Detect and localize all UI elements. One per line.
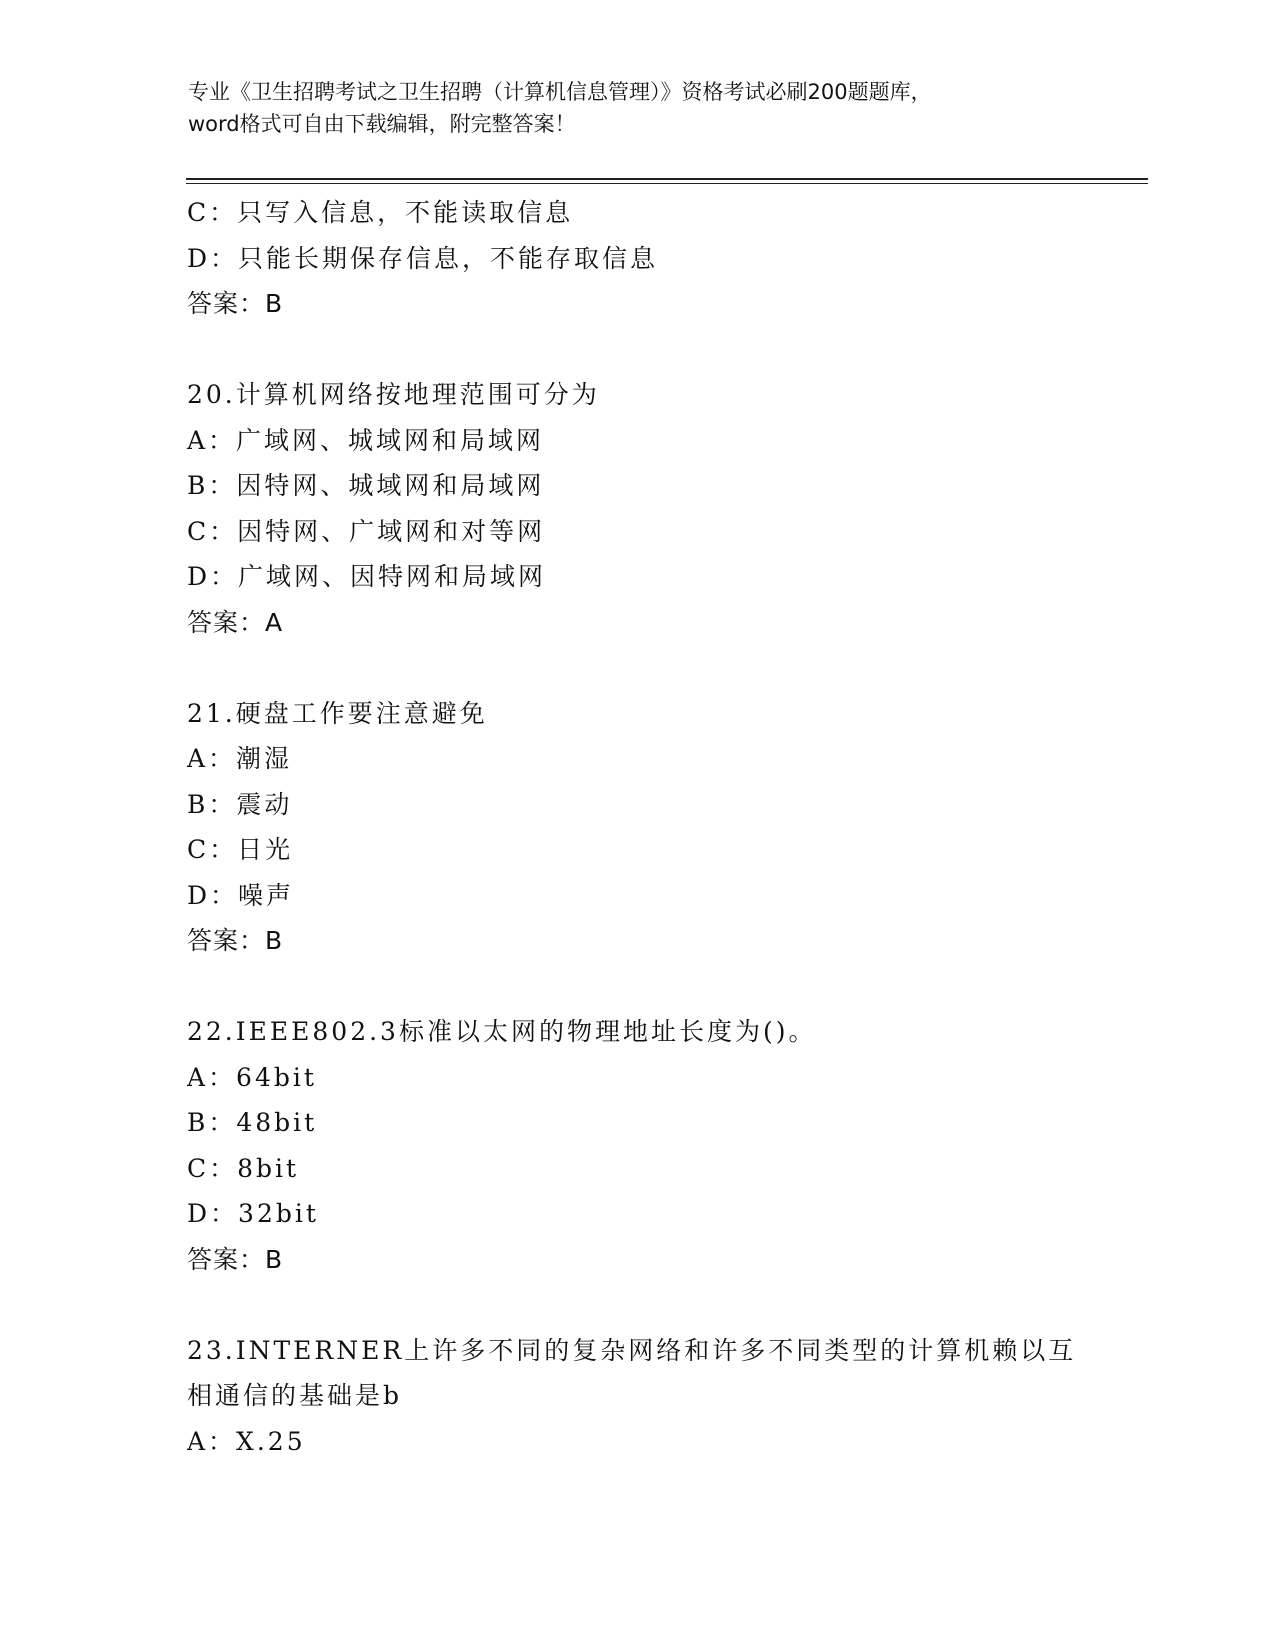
option-b: B：48bit: [187, 1108, 318, 1137]
option-a: A：广域网、城域网和局域网: [187, 425, 545, 455]
question-text: 21.硬盘工作要注意避免: [187, 698, 488, 728]
header-divider-thick: [186, 178, 1148, 180]
option-d: D：噪声: [187, 880, 295, 910]
answer-line: 答案：B: [187, 926, 284, 955]
option-d: D：只能长期保存信息，不能存取信息: [187, 243, 659, 273]
option-a: A：X.25: [187, 1426, 306, 1456]
option-c: C：日光: [187, 835, 294, 864]
option-c: C：因特网、广域网和对等网: [187, 516, 546, 546]
header-line-2: word格式可自由下载编辑，附完整答案！: [188, 112, 576, 136]
option-c: C：只写入信息，不能读取信息: [187, 198, 574, 227]
option-c: C：8bit: [187, 1153, 300, 1183]
spacer: [187, 327, 1087, 373]
question-list: [187, 190, 1087, 1464]
answer-line: 答案：B: [187, 289, 284, 318]
option-d: D：32bit: [187, 1199, 319, 1228]
spacer: [187, 645, 1087, 691]
question-block-21: [187, 691, 1087, 964]
question-text: 20.计算机网络按地理范围可分为: [187, 380, 600, 409]
answer-line: 答案：B: [187, 1244, 284, 1274]
answer-line: 答案：A: [187, 607, 284, 637]
spacer: [187, 964, 1087, 1010]
option-d: D：广域网、因特网和局域网: [187, 562, 547, 591]
header-line-1: 专业《卫生招聘考试之卫生招聘（计算机信息管理）》资格考试必刷200题题库，: [188, 80, 932, 104]
document-header: [188, 76, 1088, 140]
question-block-20: [187, 372, 1087, 645]
question-block-22: [187, 1009, 1087, 1282]
option-a: A：潮湿: [187, 744, 293, 773]
header-divider-thin: [186, 183, 1148, 184]
question-text: 23.INTERNER上许多不同的复杂网络和许多不同类型的计算机赖以互相通信的基础是b: [187, 1335, 1077, 1410]
question-text: 22.IEEE802.3标准以太网的物理地址长度为()。: [187, 1017, 817, 1046]
question-block-23: [187, 1328, 1087, 1465]
option-b: B：因特网、城域网和局域网: [187, 471, 545, 500]
option-b: B：震动: [187, 789, 293, 819]
option-a: A：64bit: [187, 1062, 317, 1092]
previous-question-block: [187, 190, 1087, 327]
spacer: [187, 1282, 1087, 1328]
